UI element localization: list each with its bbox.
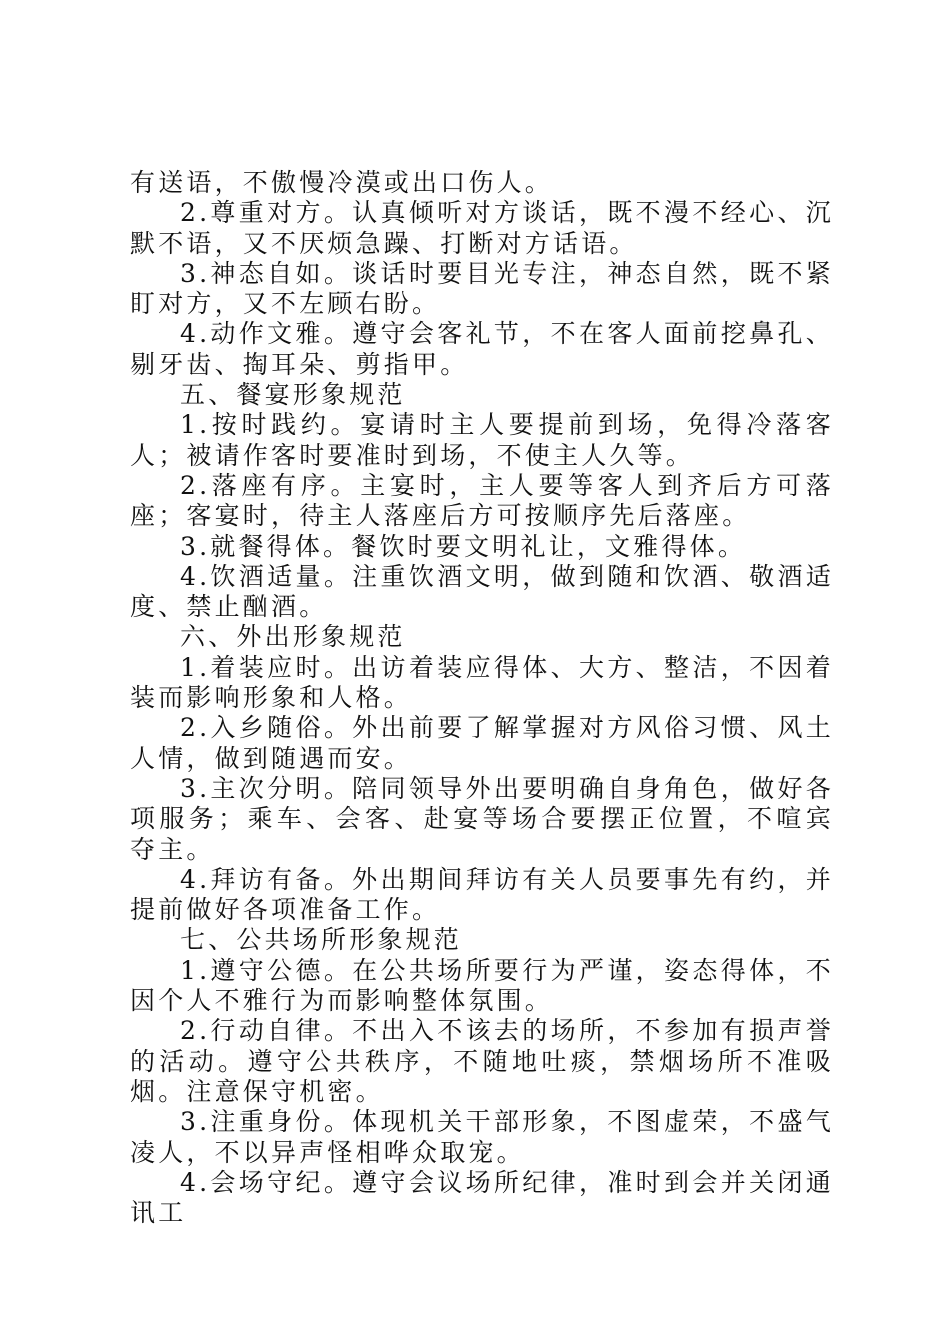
paragraph-item: 3.神态自如。谈话时要目光专注，神态自然，既不紧盯对方，又不左顾右盼。 xyxy=(130,258,834,319)
paragraph-continuation: 有送语，不傲慢冷漠或出口伤人。 xyxy=(130,168,554,197)
paragraph-item: 4.拜访有备。外出期间拜访有关人员要事先有约，并提前做好各项准备工作。 xyxy=(130,864,834,925)
paragraph-item: 2.行动自律。不出入不该去的场所，不参加有损声誉的活动。遵守公共秩序，不随地吐痰，禁烟场所不准吸烟。注意保守机密。 xyxy=(130,1016,834,1106)
paragraph-item: 2.落座有序。主宴时，主人要等客人到齐后方可落座；客宴时，待主人落座后方可按顺序先后落座。 xyxy=(130,470,834,531)
document-body xyxy=(130,168,834,1228)
paragraph-item: 3.就餐得体。餐饮时要文明礼让，文雅得体。 xyxy=(180,531,747,561)
paragraph-item: 1.着装应时。出访着装应得体、大方、整洁，不因着装而影响形象和人格。 xyxy=(130,652,834,713)
section-heading: 七、公共场所形象规范 xyxy=(180,925,463,955)
paragraph-item: 1.按时践约。宴请时主人要提前到场，免得冷落客人；被请作客时要准时到场，不使主人久等。 xyxy=(130,410,834,470)
paragraph-item: 4.动作文雅。遵守会客礼节，不在客人面前挖鼻孔、剔牙齿、掏耳朵、剪指甲。 xyxy=(130,319,834,379)
paragraph-item: 2.入乡随俗。外出前要了解掌握对方风俗习惯、风土人情，做到随遇而安。 xyxy=(130,713,834,773)
paragraph-item: 1.遵守公德。在公共场所要行为严谨，姿态得体，不因个人不雅行为而影响整体氛围。 xyxy=(130,955,834,1016)
paragraph-item: 2.尊重对方。认真倾听对方谈话，既不漫不经心、沉默不语，又不厌烦急躁、打断对方话语。 xyxy=(130,198,834,258)
section-heading: 六、外出形象规范 xyxy=(180,622,406,652)
paragraph-item: 4.饮酒适量。注重饮酒文明，做到随和饮酒、敬酒适度、禁止酗酒。 xyxy=(130,561,834,622)
paragraph-item: 3.主次分明。陪同领导外出要明确自身角色，做好各项服务；乘车、会客、赴宴等场合要摆正位置，不喧宾夺主。 xyxy=(130,773,834,864)
section-heading: 五、餐宴形象规范 xyxy=(180,380,406,410)
paragraph-item: 3.注重身份。体现机关干部形象，不图虚荣，不盛气凌人，不以异声怪相哗众取宠。 xyxy=(130,1107,834,1167)
paragraph-item: 4.会场守纪。遵守会议场所纪律，准时到会并关闭通讯工 xyxy=(130,1167,834,1228)
